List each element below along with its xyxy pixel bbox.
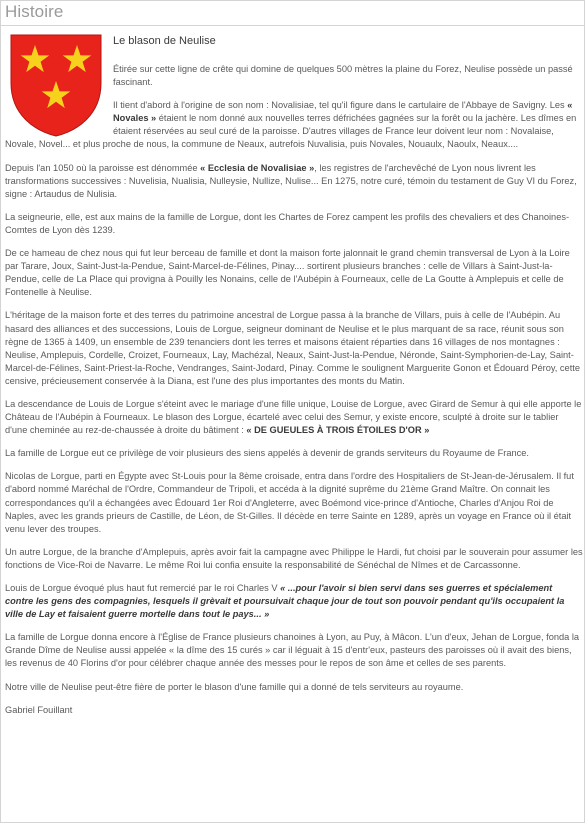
- paragraph-seigneurie: La seigneurie, elle, est aux mains de la famille de Lorgue, dont les Chartes de Forez campent les profils des chevaliers et des Chanoines-Comtes de Lyon dès 1239.: [5, 211, 570, 235]
- paragraph-conclusion: Notre ville de Neulise peut-être fière de porter le blason d'une famille qui a donné de tels serviteurs au royaume.: [5, 681, 464, 692]
- highlight-novales: « Novales »: [113, 100, 573, 124]
- author-signature: Gabriel Fouillant: [5, 704, 73, 715]
- article-title: Le blason de Neulise: [113, 35, 216, 47]
- paragraph-charles: [5, 582, 583, 621]
- section-header: [1, 1, 584, 26]
- paragraph-ecclesia: [5, 162, 583, 201]
- paragraph-famille: La famille de Lorgue eut ce privilège de voir plusieurs des siens appelés à devenir de grands serviteurs du Royaume de France.: [5, 448, 529, 459]
- paragraph-text: étaient le nom donné aux nouvelles terres défrichées gagnées sur la forêt ou la jachère. Les dîmes en étaient réservées au seul curé de la paroisse. D'autres villages de France leur doivent leur nom : Novalaise, Novale, Novel... et plus proche de nous, la commune de Neaux, autrefois Nuvalisia, puis Novales, Nouaulx, Naoulx, Neaux....: [5, 113, 577, 150]
- highlight-blason: « DE GUEULES À TROIS ÉTOILES D'OR »: [246, 425, 430, 436]
- section-title: Histoire: [5, 2, 64, 21]
- paragraph-nicolas: Nicolas de Lorgue, parti en Égypte avec St-Louis pour la 8ème croisade, entra dans l'ordre des Hospitaliers de St-Jean-de-Jérusalem. Il fut d'abord nommé Maréchal de l'Ordre, Commandeur de Tripoli, et accéda à la dignité suprême du 21ème Grand Maître. On connait les correspondances qu'il a échangées avec Édouard 1er Roi d'Angleterre, avec Boémond vice-prince d'Antioche, Charles d'Anjou Roi de Naples, avec les grands prieurs de Castille, de Léon, de St-Gilles. Il décède en terre Sainte en 1289, après un voyage en France où il était venu lever des troupes.: [5, 471, 574, 534]
- paragraph-dime: La famille de Lorgue donna encore à l'Église de France plusieurs chanoines à Lyon, au Puy, à Mâcon. L'un d'eux, Jehan de Lorgue, fonda la Grande Dîme de Neulise aussi appelée « la dîme des 15 curés » car il léguait à 15 d'entr'eux, pasteurs des paroisses où il avait des biens, les revenus de 40 Florins d'or pour célébrer chaque année des messes pour le repos de son âme et celles de ses parents.: [5, 632, 580, 669]
- paragraph-navarre: Un autre Lorgue, de la branche d'Amplepuis, après avoir fait la campagne avec Philippe le Hardi, fut choisi par le souverain pour assumer les fonctions de Vice-Roi de Navarre. Le même Roi lui confia ensuite la responsabilité de Sénéchal de Nîmes et de Carcassonne.: [5, 546, 583, 570]
- paragraph-descendance: [5, 398, 583, 437]
- highlight-ecclesia: « Ecclesia de Novalisiae »: [200, 162, 315, 173]
- royal-quote: « ...pour l'avoir si bien servi dans ses guerres et spécialement contre les gens des compagnies, lesquels il grèvait et poursuivait chaque jour de tout son pouvoir pendant qu'ils occupaient la ville de Lay et faisaient guerre mortelle dans tout le pays... »: [5, 583, 565, 620]
- paragraph-hameau: De ce hameau de chez nous qui fut leur berceau de famille et dont la maison forte jalonnait le grand chemin transversal de Lyon à la Loire par Tarare, Joux, Saint-Just-la-Pendue, Saint-Marcel-de-Félines, Pinay.... sortirent plusieurs branches : celle de Villars à Saint-Just-la-Pendue, celle de La Place qui provigna à Pouilly les Nonains, celle de l'Aubépin à Fourneaux, celle de La Goutte à Amplepuis et celle de Fontenelle à Neulise.: [5, 248, 570, 298]
- paragraph-text: Il tient d'abord à l'origine de son nom : Novalisiae, tel qu'il figure dans le cartulaire de l'Abbaye de Savigny. Les: [113, 100, 568, 111]
- paragraph-heritage: L'héritage de la maison forte et des terres du patrimoine ancestral de Lorgue passa à la branche de Villars, puis à celle de l'Aubépin. Au hasard des alliances et des successions, Louis de Lorgue, seigneur dominant de Neulise et le plus marquant de sa race, réunit sous son règne de 1365 à 1409, un ensemble de 239 tenanciers dont les terres et maisons étaient réparties dans 16 villages de nos montagnes : Neulise, Amplepuis, Cordelle, Croizet, Fourneaux, Lay, Machézal, Neaux, Saint-Just-la-Pendue, Néronde, Saint-Symphorien-de-Lay, Saint-Marcel-de-Félines, Saint-Priest-la-Roche, Vendranges, Saint-Jodard, Pinay. Comme le soulignent Marguerite Gonon et Édouard Péroy, cette censive, précieusement conservée à la Diana, est l'une des plus importantes des monts du Matin.: [5, 310, 580, 386]
- paragraph-text: Louis de Lorgue évoqué plus haut fut remercié par le roi Charles V: [5, 583, 281, 593]
- paragraph-text: La descendance de Louis de Lorgue s'éteint avec le mariage d'une fille unique, Louise de Lorgue, avec Girard de Semur à qui elle apporte le Château de l'Aubépin à Fourneaux. Le blason des Lorgue, écartelé avec celui des Semur, y existe encore, sculpté à droite sur le tablier d'une cheminée au rez-de-chaussée à droite du bâtiment :: [5, 398, 582, 436]
- paragraph-text: , les registres de l'archevêché de Lyon nous livrent les transformations successives : Nuvelisia, Nualisia, Nulleysie, Nullize, Nulise... En 1275, notre curé, témoin du testament de Guy VI du Forez, signe : Artaudus de Nulisia.: [5, 162, 577, 199]
- paragraph-text: Depuis l'an 1050 où la paroisse est dénommée: [5, 162, 201, 173]
- paragraph-intro: Étirée sur cette ligne de crête qui domine de quelques 500 mètres la plaine du Forez, Neulise possède un passé fascinant.: [113, 64, 573, 88]
- article-body: [5, 33, 583, 717]
